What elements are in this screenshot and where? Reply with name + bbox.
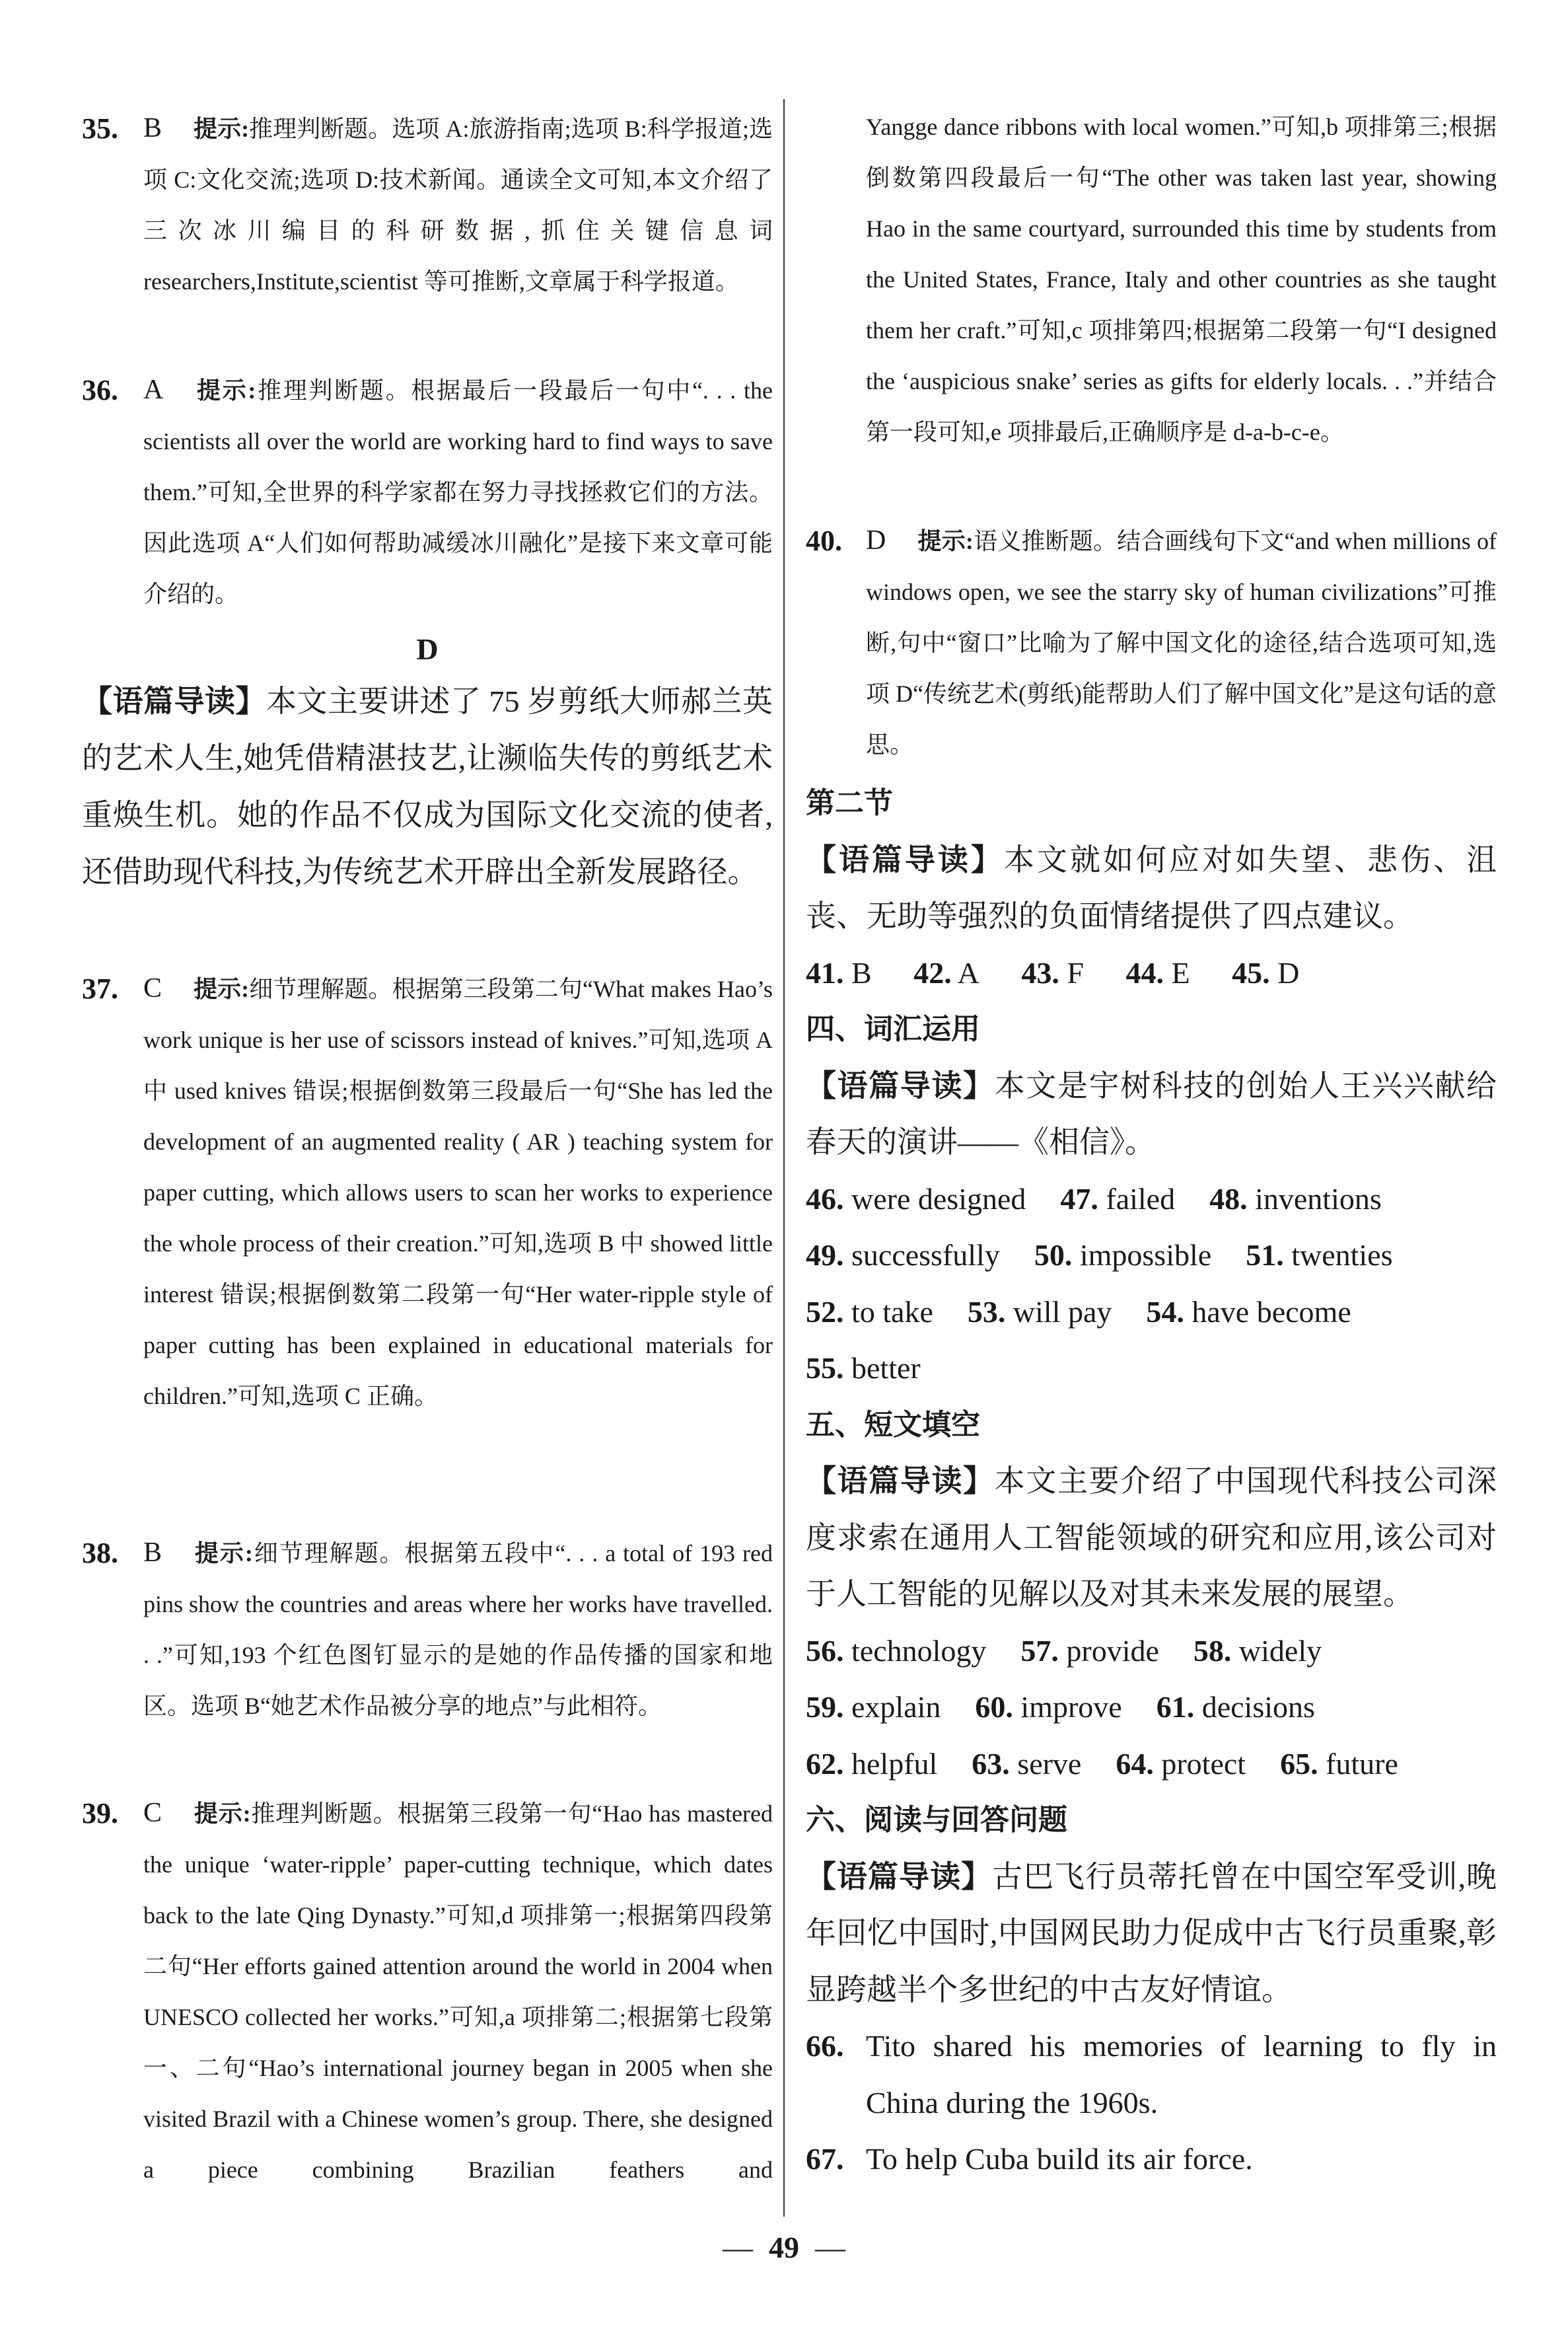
hint-label: 提示: [194, 116, 250, 142]
answer-number: 53. [967, 1294, 1006, 1329]
guide-text: 本文是宇树科技的创始人王兴兴献给春天的演讲——《相信》。 [806, 1068, 1497, 1159]
answer-row [806, 1284, 1497, 1341]
passage-guide-s2 [806, 832, 1497, 945]
answer-35 [82, 103, 773, 307]
answer-item [1021, 956, 1084, 990]
answer-value: explain [851, 1690, 941, 1724]
answer-item [1116, 1747, 1246, 1781]
answer-item [806, 1351, 921, 1385]
answer-item [975, 1690, 1122, 1724]
answer-number: 47. [1060, 1181, 1098, 1216]
answer-item [1125, 956, 1190, 990]
hint-label: 提示: [194, 1540, 253, 1567]
answer-number: 67. [806, 2142, 844, 2176]
answer-item [1280, 1747, 1398, 1781]
answer-value: better [851, 1351, 921, 1385]
answer-value: successfully [851, 1238, 1000, 1272]
guide-text: 本文主要讲述了 75 岁剪纸大师郝兰英的艺术人生,她凭借精湛技艺,让濒临失传的剪纸艺术重焕生机。她的作品不仅成为国际文化交流的使者,还借助现代科技,为传统艺术开辟出全新发展路径。 [82, 684, 773, 889]
answer-value: A [957, 955, 980, 990]
answer-item [972, 1747, 1081, 1781]
answer-letter: C [143, 973, 162, 1004]
answer-row [806, 1736, 1497, 1792]
answer-value: will pay [1013, 1294, 1112, 1329]
answer-item [1232, 956, 1299, 990]
answer-letter: C [143, 1798, 162, 1828]
page-number-value: 49 [769, 2231, 799, 2264]
answer-value: serve [1017, 1746, 1082, 1781]
answer-number: 62. [806, 1746, 844, 1781]
explanation: 细节理解题。根据第五段中“. . . a total of 193 red pins show the countries and areas where her works have travelled. . .”可知,193 个红色图钉显示的是她的作品传播的国家和地区。选项 B“她艺术作品被分享的地点”与此相符。 [143, 1540, 773, 1719]
answer-item [1146, 1295, 1351, 1329]
answer-number: 60. [975, 1690, 1013, 1724]
answer-item [806, 1690, 941, 1724]
answer-value: twenties [1291, 1238, 1393, 1272]
guide-label: 【语篇导读】 [806, 842, 1004, 877]
answer-40 [806, 515, 1497, 770]
answer-value: future [1326, 1746, 1398, 1781]
question-number: 39. [82, 1797, 118, 1829]
guide-label: 【语篇导读】 [82, 684, 266, 718]
answer-value: failed [1106, 1181, 1176, 1216]
answer-item [1157, 1690, 1315, 1724]
answer-67 [806, 2131, 1497, 2188]
question-number: 36. [82, 374, 118, 406]
answer-number: 66. [806, 2029, 844, 2063]
passage-guide-s5 [806, 1453, 1497, 1623]
answer-value: F [1067, 955, 1084, 990]
answer-number: 52. [806, 1294, 844, 1329]
answer-value: technology [851, 1633, 987, 1668]
answer-item [1246, 1238, 1392, 1272]
answer-66 [806, 2018, 1497, 2131]
guide-text: 古巴飞行员蒂托曾在中国空军受训,晚年回忆中国时,中国网民助力促成中古飞行员重聚,彰显跨越半个多世纪的中古友好情谊。 [806, 1859, 1497, 2007]
answer-item [1209, 1182, 1382, 1216]
guide-label: 【语篇导读】 [806, 1464, 995, 1498]
answer-value: helpful [851, 1746, 938, 1781]
answer-value: B [851, 955, 872, 990]
guide-text: 本文主要介绍了中国现代科技公司深度求索在通用人工智能领域的研究和应用,该公司对于人工智能的见解以及对其未来发展的展望。 [806, 1464, 1497, 1611]
answer-number: 59. [806, 1690, 844, 1724]
hint-label: 提示: [917, 528, 974, 554]
question-number: 40. [806, 525, 842, 557]
question-number: 38. [82, 1537, 118, 1569]
answer-number: 49. [806, 1238, 844, 1272]
answer-number: 56. [806, 1633, 844, 1668]
answer-item [1034, 1238, 1211, 1272]
answer-value: improve [1020, 1690, 1122, 1724]
answer-value: inventions [1255, 1181, 1382, 1216]
explanation: 语义推断题。结合画线句下文“and when millions of windows open, we see the starry sky of human civilizations”可推断,句中“窗口”比喻为了解中国文化的途径,结合选项可知,选项 D“传统艺术(剪纸)能帮助人们了解中国文化”是这句话的意思。 [866, 528, 1497, 758]
hint-label: 提示: [194, 1800, 251, 1827]
answer-letter: B [143, 113, 162, 143]
guide-label: 【语篇导读】 [806, 1068, 995, 1103]
answer-38 [82, 1528, 773, 1732]
answer-number: 41. [806, 955, 844, 990]
answer-item [806, 1747, 937, 1781]
page-number [0, 2230, 1568, 2265]
section-title-4: 四、词汇运用 [806, 1012, 980, 1046]
answer-value: protect [1161, 1746, 1246, 1781]
explanation: 推理判断题。根据第三段第一句“Hao has mastered the unique ‘water-ripple’ paper-cutting technique, which dates back to the late Qing Dynasty.”可知,d 项排第一;根据第四段第二句“Her efforts gained attention around the world in 2004 when UNESCO collected her works.”可知,a 项排第二;根据第七段第一、二句“Hao’s international journey began in 2005 when she visited Brazil with a Chinese women’s group. There, she designed a piece combining Brazilian feathers and [143, 1800, 773, 2183]
answer-item [806, 956, 872, 990]
question-number: 35. [82, 112, 118, 145]
section-title-5: 五、短文填空 [806, 1407, 980, 1442]
dash: — [815, 2231, 845, 2264]
answer-row [806, 1623, 1497, 1679]
answer-number: 43. [1021, 955, 1059, 990]
question-number: 37. [82, 973, 118, 1005]
answer-number: 46. [806, 1181, 844, 1216]
answer-item [806, 1634, 986, 1668]
answer-number: 63. [972, 1746, 1010, 1781]
answer-letter: D [866, 525, 886, 556]
answer-number: 58. [1193, 1633, 1232, 1668]
hint-label: 提示: [195, 377, 256, 404]
guide-label: 【语篇导读】 [806, 1859, 993, 1894]
answer-value: impossible [1079, 1238, 1212, 1272]
hint-label: 提示: [194, 976, 250, 1002]
explanation: 推理判断题。选项 A:旅游指南;选项 B:科学报道;选项 C:文化交流;选项 D:技术新闻。通读全文可知,本文介绍了三次冰川编目的科研数据,抓住关键信息词 researchers,Institute,scientist 等可推断,文章属于科学报道。 [143, 116, 773, 295]
answer-number: 51. [1246, 1238, 1284, 1272]
answer-number: 50. [1034, 1238, 1073, 1272]
answer-item [968, 1295, 1112, 1329]
answer-number: 44. [1125, 955, 1164, 990]
passage-guide-d [82, 673, 773, 901]
answer-value: to take [851, 1294, 933, 1329]
answer-row [806, 945, 1497, 1002]
answer-number: 45. [1232, 955, 1270, 990]
answer-item [1020, 1634, 1159, 1668]
answer-letter: A [143, 375, 164, 405]
passage-guide-s4 [806, 1058, 1497, 1171]
answer-row [806, 1340, 1497, 1397]
explanation: 推理判断题。根据最后一段最后一句中“. . . the scientists all over the world are working hard to find ways to save them.”可知,全世界的科学家都在努力寻找拯救它们的方法。因此选项 A“人们如何帮助减缓冰川融化”是接下来文章可能介绍的。 [143, 377, 773, 607]
dash: — [723, 2231, 753, 2264]
section-title-2: 第二节 [806, 786, 893, 820]
answer-number: 42. [913, 955, 952, 990]
answer-number: 54. [1146, 1294, 1184, 1329]
answer-number: 48. [1209, 1181, 1248, 1216]
answer-item [913, 956, 980, 990]
answer-value: were designed [851, 1181, 1026, 1216]
answer-number: 64. [1116, 1746, 1154, 1781]
answer-item [1060, 1182, 1175, 1216]
section-heading-d: D [416, 632, 439, 666]
answer-letter: B [143, 1537, 162, 1568]
answer-row [806, 1171, 1497, 1228]
answer-sections [806, 775, 1497, 2188]
answer-number: 57. [1020, 1633, 1059, 1668]
answer-row [806, 1679, 1497, 1736]
passage-guide-s6 [806, 1849, 1497, 2018]
answer-value: E [1171, 955, 1190, 990]
answer-value: widely [1238, 1633, 1322, 1668]
answer-value: Tito shared his memories of learning to fly in China during the 1960s. [866, 2029, 1497, 2120]
answer-item [806, 1295, 933, 1329]
guide-text: 本文就如何应对如失望、悲伤、沮丧、无助等强烈的负面情绪提供了四点建议。 [806, 842, 1497, 933]
answer-item [806, 1182, 1026, 1216]
answer-item [1194, 1634, 1322, 1668]
answer-39-continued: Yangge dance ribbons with local women.”可知,b 项排第三;根据倒数第四段最后一句“The other was taken last year, showing Hao in the same courtyard, surrounded this time by students from the United States, France, Italy and other countries as she taught them her craft.”可知,c 项排第四;根据第二段第一句“I designed the ‘auspicious snake’ series as gifts for elderly locals. . .”并结合第一段可知,e 项排最后,正确顺序是 d-a-b-c-e。 [866, 114, 1497, 445]
answer-39 [82, 1788, 773, 2196]
answer-value: To help Cuba build its air force. [866, 2142, 1253, 2176]
answer-36 [82, 365, 773, 620]
answer-row [806, 1227, 1497, 1284]
answer-value: decisions [1201, 1690, 1315, 1724]
answer-37 [82, 963, 773, 1422]
column-divider [783, 99, 785, 2217]
answer-number: 55. [806, 1351, 844, 1385]
answer-number: 65. [1280, 1746, 1318, 1781]
answer-value: D [1277, 955, 1300, 990]
answer-value: provide [1066, 1633, 1159, 1668]
answer-value: have become [1192, 1294, 1351, 1329]
answer-item [806, 1238, 1000, 1272]
answer-number: 61. [1156, 1690, 1195, 1724]
section-title-6: 六、阅读与回答问题 [806, 1803, 1067, 1837]
explanation: 细节理解题。根据第三段第二句“What makes Hao’s work unique is her use of scissors instead of knives.”可知,选项 A 中 used knives 错误;根据倒数第三段最后一句“She has led the development of an augmented reality ( AR ) teaching system for paper cutting, which allows users to scan her works to experience the whole process of their creation.”可知,选项 B 中 showed little interest 错误;根据倒数第二段第一句“Her water-ripple style of paper cutting has been explained in educational materials for children.”可知,选项 C 正确。 [143, 976, 773, 1409]
